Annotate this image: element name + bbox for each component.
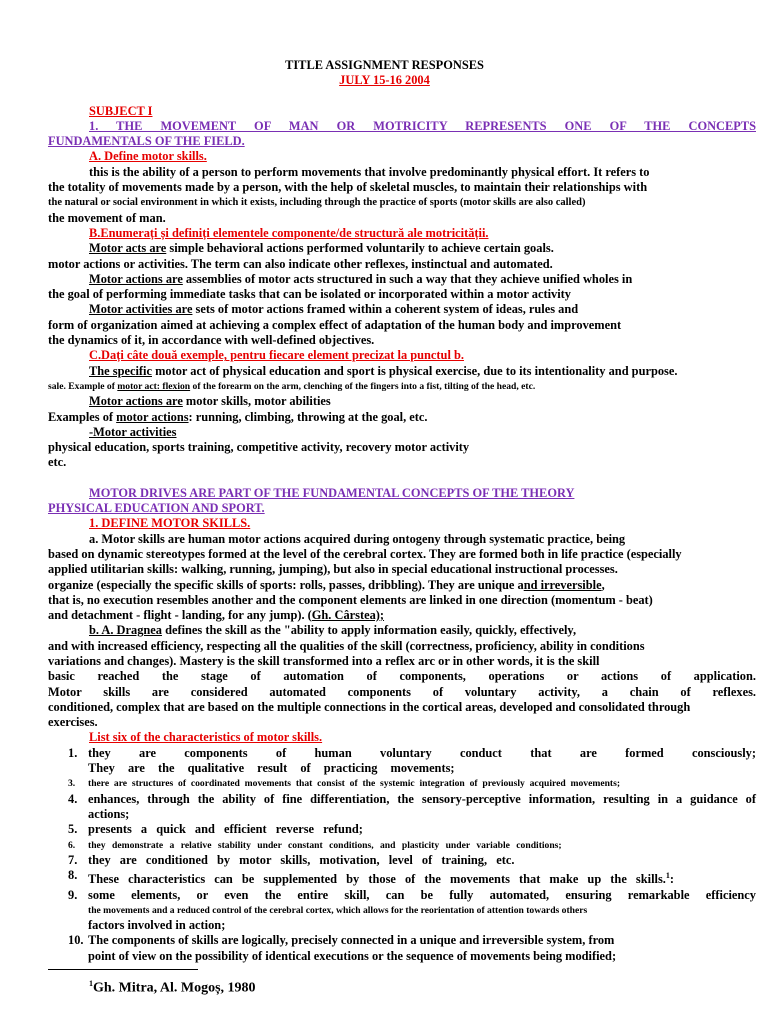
text: , — [601, 577, 605, 592]
list-number: 5. — [68, 822, 78, 837]
text: organize (especially the specific skills of sports: rolls, passes, dribbling). They are unique a — [48, 577, 524, 592]
paragraph-line: the natural or social environment in which it exists, including through the practice of sports (motor skills are also called) — [48, 197, 586, 209]
example-motor-actions — [48, 394, 756, 409]
list-item — [48, 838, 756, 853]
footnote-number: 1 — [89, 979, 93, 989]
text: Examples of — [48, 409, 117, 424]
paragraph-line: the totality of movements made by a person, with the help of skeletal muscles, to maintain their relationships with — [48, 180, 648, 195]
section-heading-line-2: PHYSICAL EDUCATION AND SPORT. — [48, 501, 265, 516]
list-item — [48, 792, 756, 807]
list-item — [48, 761, 756, 776]
definition-motor-activities — [48, 302, 756, 317]
list-number: 9. — [68, 887, 78, 902]
paragraph-line: a. Motor skills are human motor actions acquired during ontogeny through systematic practice, being — [89, 531, 626, 546]
list-text: presents a quick and efficient reverse refund; — [88, 822, 363, 837]
term: nd irreversible — [523, 577, 602, 592]
section-heading-line-1: MOTOR DRIVES ARE PART OF THE FUNDAMENTAL CONCEPTS OF THE THEORY — [89, 485, 575, 500]
list-text: they are components of human voluntary conduct that are formed consciously; — [88, 745, 756, 760]
list-number — [68, 918, 88, 933]
paragraph-line: applied utilitarian skills: walking, running, jumping), but also in special educational instructional processes. — [48, 562, 618, 577]
list-number — [68, 761, 88, 776]
list-text: the movements and a reduced control of the cerebral cortex, which allows for the reorientation of attention towards others — [88, 904, 588, 916]
list-number — [68, 903, 88, 918]
term: Motor acts are — [89, 241, 167, 256]
author-name: b. A. Dragnea — [89, 623, 162, 638]
text: : running, climbing, throwing at the goal, etc. — [188, 409, 428, 424]
list-text: These characteristics can be supplemented by those of the movements that make up the skills. — [88, 872, 666, 887]
list-item — [48, 888, 756, 903]
paragraph-line: physical education, sports training, competitive activity, recovery motor activity — [48, 440, 470, 455]
paragraph-line — [48, 379, 756, 394]
paragraph-line — [48, 623, 756, 638]
list-item — [48, 807, 756, 822]
example-motor-activities-term: -Motor activities — [89, 424, 177, 439]
definition-text: simple behavioral actions performed voluntarily to achieve certain goals. — [166, 241, 554, 256]
list-item — [48, 933, 756, 948]
list-number: 6. — [68, 839, 76, 851]
text: of the forearm on the arm, clenching of the fingers into a fist, tilting of the head, etc. — [190, 380, 536, 392]
footnote — [48, 979, 756, 997]
definition-motor-acts — [48, 241, 756, 256]
section-b-heading: B.Enumerați și definiți elementele componente/de structură ale motricității. — [89, 225, 489, 240]
definition-text: motor skills, motor abilities — [182, 394, 331, 409]
term: motor act: flexion — [117, 380, 191, 392]
list-text: actions; — [88, 806, 130, 821]
list-item — [48, 868, 756, 887]
paragraph-line: exercises. — [48, 715, 98, 730]
list-item — [48, 853, 756, 868]
question-heading: 1. DEFINE MOTOR SKILLS. — [89, 516, 251, 531]
list-number — [68, 949, 88, 964]
list-text: factors involved in action; — [88, 918, 226, 933]
list-number: 10. — [68, 933, 84, 948]
definition-text: assemblies of motor acts structured in such a way that they achieve unified wholes in — [182, 271, 633, 286]
list-text: they are conditioned by motor skills, motivation, level of training, etc. — [88, 852, 515, 867]
list-number: 1. — [68, 745, 78, 760]
definition-motor-actions — [48, 272, 756, 287]
term: Motor actions are — [89, 394, 183, 409]
paragraph-line: Motor skills are considered automated components of voluntary activity, a chain of reflexes. — [48, 684, 756, 699]
text: defines the skill as the "ability to apply information easily, quickly, effectively, — [161, 623, 577, 638]
list-item — [48, 949, 756, 964]
paragraph-line — [48, 578, 756, 593]
list-text: enhances, through the ability of fine differentiation, the sensory-perceptive information, resulting in a guidance of — [88, 791, 756, 806]
citation: Gh. Cârstea); — [311, 608, 385, 623]
paragraph-line: based on dynamic stereotypes formed at the level of the cerebral cortex. They are formed both in life practice (especially — [48, 546, 682, 561]
question-1-line-2: FUNDAMENTALS OF THE FIELD. — [48, 134, 245, 149]
list-text — [88, 868, 756, 887]
section-a-heading: A. Define motor skills. — [89, 149, 207, 164]
subject-heading: SUBJECT I — [89, 103, 153, 118]
term: Motor activities are — [89, 302, 193, 317]
list-item — [48, 903, 756, 918]
list-number: 8. — [68, 868, 78, 883]
list-text: some elements, or even the entire skill, can be fully automated, ensuring remarkable efficiency — [88, 887, 756, 902]
paragraph-line: etc. — [48, 455, 67, 470]
term: motor actions — [116, 409, 189, 424]
list-text: point of view on the possibility of identical executions or the sequence of movements being modified; — [88, 948, 617, 963]
footnote-colon: : — [669, 872, 675, 887]
paragraph-line: variations and changes). Mastery is the skill transformed into a reflex arc or in other words, it is the skill — [48, 653, 600, 668]
list-heading: List six of the characteristics of motor skills. — [89, 730, 323, 745]
footnote-text: Gh. Mitra, Al. Mogoș, 1980 — [93, 980, 256, 996]
text: and detachment - flight - landing, for any jump). ( — [48, 608, 312, 623]
list-number: 7. — [68, 852, 78, 867]
paragraph-line — [48, 410, 756, 425]
list-number: 3. — [68, 778, 76, 790]
paragraph-line: basic reached the stage of automation of components, operations or actions of application. — [48, 669, 756, 684]
list-item — [48, 746, 756, 761]
list-number: 4. — [68, 791, 78, 806]
paragraph-line — [48, 608, 756, 623]
list-item — [48, 918, 756, 933]
list-text: they demonstrate a relative stability under constant conditions, and plasticity under variable conditions; — [88, 839, 562, 851]
list-item — [48, 776, 756, 791]
term: The specific — [89, 363, 152, 378]
paragraph-line: form of organization aimed at achieving a complex effect of adaptation of the human body and improvement — [48, 317, 622, 332]
paragraph-line: conditioned, complex that are based on the multiple connections in the cortical areas, developed and consolidated through — [48, 699, 691, 714]
text: sale. Example of — [48, 380, 118, 392]
definition-text: motor act of physical education and sport is physical exercise, due to its intentionality and purpose. — [151, 363, 678, 378]
list-text: The components of skills are logically, precisely connected in a unique and irreversible system, from — [88, 933, 615, 948]
section-c-heading: C.Dați câte două exemple, pentru fiecare element precizat la punctul b. — [89, 348, 464, 363]
list-item — [48, 822, 756, 837]
paragraph-line: the goal of performing immediate tasks that can be isolated or incorporated within a motor activity — [48, 287, 571, 302]
paragraph-line: the movement of man. — [48, 210, 166, 225]
paragraph-line: motor actions or activities. The term can also indicate other reflexes, instinctual and automated. — [48, 256, 553, 271]
spacer — [48, 89, 756, 104]
question-1-line-1: 1. THE MOVEMENT OF MAN OR MOTRICITY REPRESENTS ONE OF THE CONCEPTS — [89, 118, 756, 133]
definition-text: sets of motor actions framed within a coherent system of ideas, rules and — [192, 302, 579, 317]
list-text: They are the qualitative result of practicing movements; — [88, 761, 455, 776]
paragraph-line: that is, no execution resembles another and the component elements are linked in one direction (momentum - beat) — [48, 592, 653, 607]
example-specific-act — [48, 364, 756, 379]
document-title: TITLE ASSIGNMENT RESPONSES — [285, 58, 484, 72]
paragraph-line: and with increased efficiency, respecting all the qualities of the skill (correctness, proficiency, ability in conditions — [48, 638, 645, 653]
list-number — [68, 807, 88, 822]
document-date: JULY 15-16 2004 — [339, 73, 430, 88]
list-text: there are structures of coordinated movements that consist of the systemic integration of previously acquired movements; — [88, 778, 621, 790]
footnote-separator — [48, 969, 198, 970]
paragraph-line: this is the ability of a person to perform movements that involve predominantly physical effort. It refers to — [89, 164, 650, 179]
spacer — [48, 471, 756, 486]
footnote-marker: 1 — [665, 871, 670, 881]
paragraph-line: the dynamics of it, in accordance with well-defined objectives. — [48, 333, 375, 348]
term: Motor actions are — [89, 271, 183, 286]
